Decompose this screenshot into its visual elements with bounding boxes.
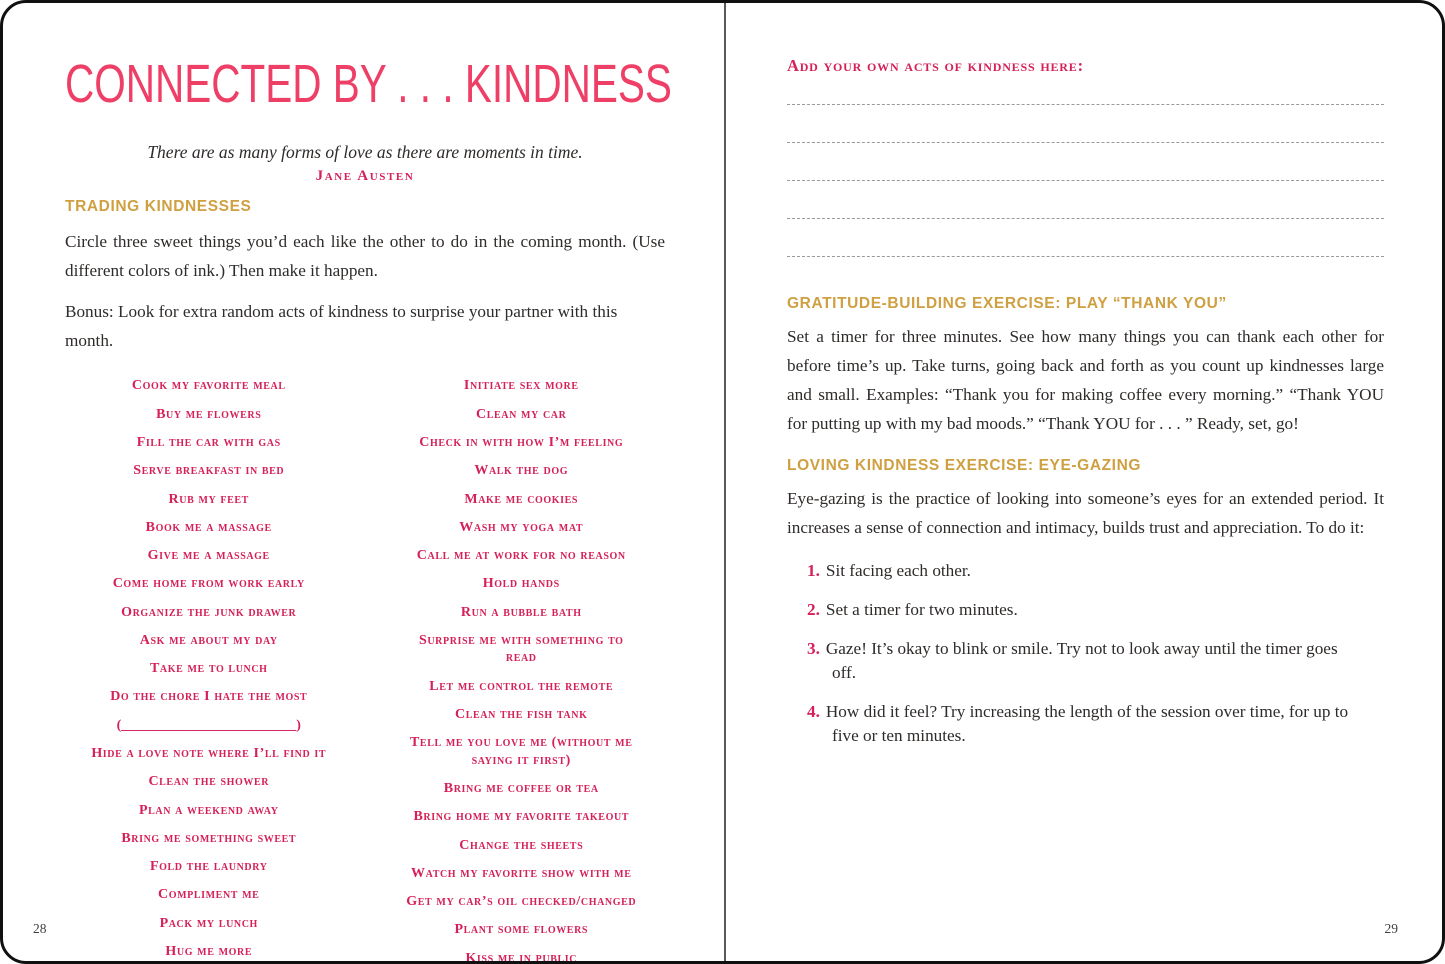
kindness-item: Wash my yoga mat	[459, 519, 584, 535]
kindness-item: Come home from work early	[112, 576, 305, 592]
kindness-item: Hold hands	[482, 576, 560, 592]
kindness-item: Plant some flowers	[454, 922, 589, 938]
kindness-item: Fill the car with gas	[136, 434, 281, 450]
page-left	[3, 3, 724, 964]
step-text: Sit facing each other.	[825, 561, 971, 580]
kindness-item: Give me a massage	[147, 548, 270, 564]
step-item	[807, 637, 1363, 685]
kindness-item: Change the sheets	[459, 837, 584, 853]
kindness-item: Do the chore I hate the most	[110, 689, 308, 705]
step-number: 4.	[807, 702, 820, 721]
kindness-item: Check in with how I’m feeling	[419, 434, 624, 450]
kindness-item: Organize the junk drawer	[121, 604, 297, 620]
kindness-item: Buy me flowers	[156, 406, 262, 422]
kindness-item: Plan a weekend away	[138, 802, 279, 818]
kindness-item: Take me to lunch	[149, 661, 268, 677]
writing-line	[787, 219, 1384, 257]
kindness-item: Clean my car	[476, 406, 567, 422]
quote-attribution: Jane Austen	[315, 168, 415, 184]
kindness-item: Cook my favorite meal	[131, 378, 286, 394]
epigraph	[65, 141, 665, 185]
kindness-item: Clean the fish tank	[455, 706, 588, 722]
eye-gazing-steps	[787, 559, 1384, 748]
kindness-item: Call me at work for no reason	[416, 548, 626, 564]
kindness-item: Book me a massage	[145, 519, 272, 535]
kindness-item: Hide a love note where I’ll find it	[91, 746, 327, 762]
kindness-item: Initiate sex more	[463, 378, 579, 394]
step-item	[807, 559, 1363, 583]
kindness-item: Let me control the remote	[429, 678, 614, 694]
kindness-item: Fold the laundry	[149, 859, 268, 875]
kindness-item: Bring me coffee or tea	[443, 781, 599, 797]
gratitude-paragraph: Set a timer for three minutes. See how many things you can thank each other for before time’s up. Take turns, going back and forth as you count up kindnesses large and small. Examples: “Thank you for making coffee every morning.” “Thank YOU for putting up with my bad moods.” “Thank YOU for . . . ” Ready, set, go!	[787, 327, 1384, 433]
kindness-item: Serve breakfast in bed	[133, 463, 285, 479]
section-heading-eye-gazing: LOVING KINDNESS EXERCISE: EYE-GAZING	[787, 457, 1142, 474]
kindness-list-col1	[65, 372, 353, 964]
step-number: 3.	[807, 639, 820, 658]
section-heading-gratitude: GRATITUDE-BUILDING EXERCISE: PLAY “THANK YOU”	[787, 295, 1227, 312]
kindness-item: Get my car’s oil checked/changed	[406, 894, 637, 910]
section-heading-trading-kindnesses: TRADING KINDNESSES	[65, 198, 252, 215]
page-number-left: 28	[33, 921, 47, 936]
step-text: Gaze! It’s okay to blink or smile. Try not to look away until the timer goes off.	[825, 639, 1338, 682]
kindness-item: Make me cookies	[464, 491, 579, 507]
writing-line	[787, 143, 1384, 181]
kindness-item: Clean the shower	[148, 774, 270, 790]
bonus-paragraph: Bonus: Look for extra random acts of kindness to surprise your partner with this month.	[65, 302, 618, 350]
writing-line	[787, 76, 1384, 105]
page-number-right: 29	[1384, 921, 1398, 936]
kindness-item: Pack my lunch	[159, 915, 258, 931]
quote-text: There are as many forms of love as there are moments in time.	[147, 142, 583, 162]
intro-paragraph: Circle three sweet things you’d each like the other to do in the coming month. (Use different colors of ink.) Then make it happen.	[65, 232, 665, 280]
kindness-list-col2	[378, 372, 666, 964]
writing-lines	[787, 76, 1384, 257]
kindness-item: Hug me more	[165, 944, 253, 960]
step-number: 2.	[807, 600, 820, 619]
chapter-title: CONNECTED BY . . . KINDNESS	[65, 54, 672, 114]
kindness-item: Ask me about my day	[139, 632, 278, 648]
step-text: How did it feel? Try increasing the length of the session over time, for up to five or ten minutes.	[825, 702, 1349, 745]
writing-line	[787, 105, 1384, 143]
kindness-item: Bring me something sweet	[121, 830, 297, 846]
page-right	[726, 3, 1442, 961]
kindness-item: Tell me you love me (without me saying it first)	[409, 735, 633, 768]
writing-line	[787, 181, 1384, 219]
kindness-item: Compliment me	[158, 887, 260, 903]
eye-gazing-paragraph: Eye-gazing is the practice of looking into someone’s eyes for an extended period. It increases a sense of connection and intimacy, builds trust and appreciation. To do it:	[787, 489, 1384, 537]
kindness-item: Surprise me with something to read	[418, 632, 624, 666]
kindness-item: Run a bubble bath	[460, 604, 582, 620]
kindness-list	[65, 372, 665, 964]
kindness-item: Bring home my favorite takeout	[413, 809, 630, 825]
kindness-item: Kiss me in public	[465, 950, 578, 964]
step-text: Set a timer for two minutes.	[825, 600, 1018, 619]
add-own-acts-heading: Add your own acts of kindness here:	[787, 56, 1084, 75]
step-item	[807, 700, 1363, 748]
step-number: 1.	[807, 561, 820, 580]
kindness-item: Watch my favorite show with me	[411, 865, 632, 881]
step-item	[807, 598, 1363, 622]
kindness-item: Rub my feet	[168, 491, 249, 507]
kindness-item: Walk the dog	[474, 463, 569, 479]
fill-in-blank: (_________________________)	[116, 717, 301, 733]
